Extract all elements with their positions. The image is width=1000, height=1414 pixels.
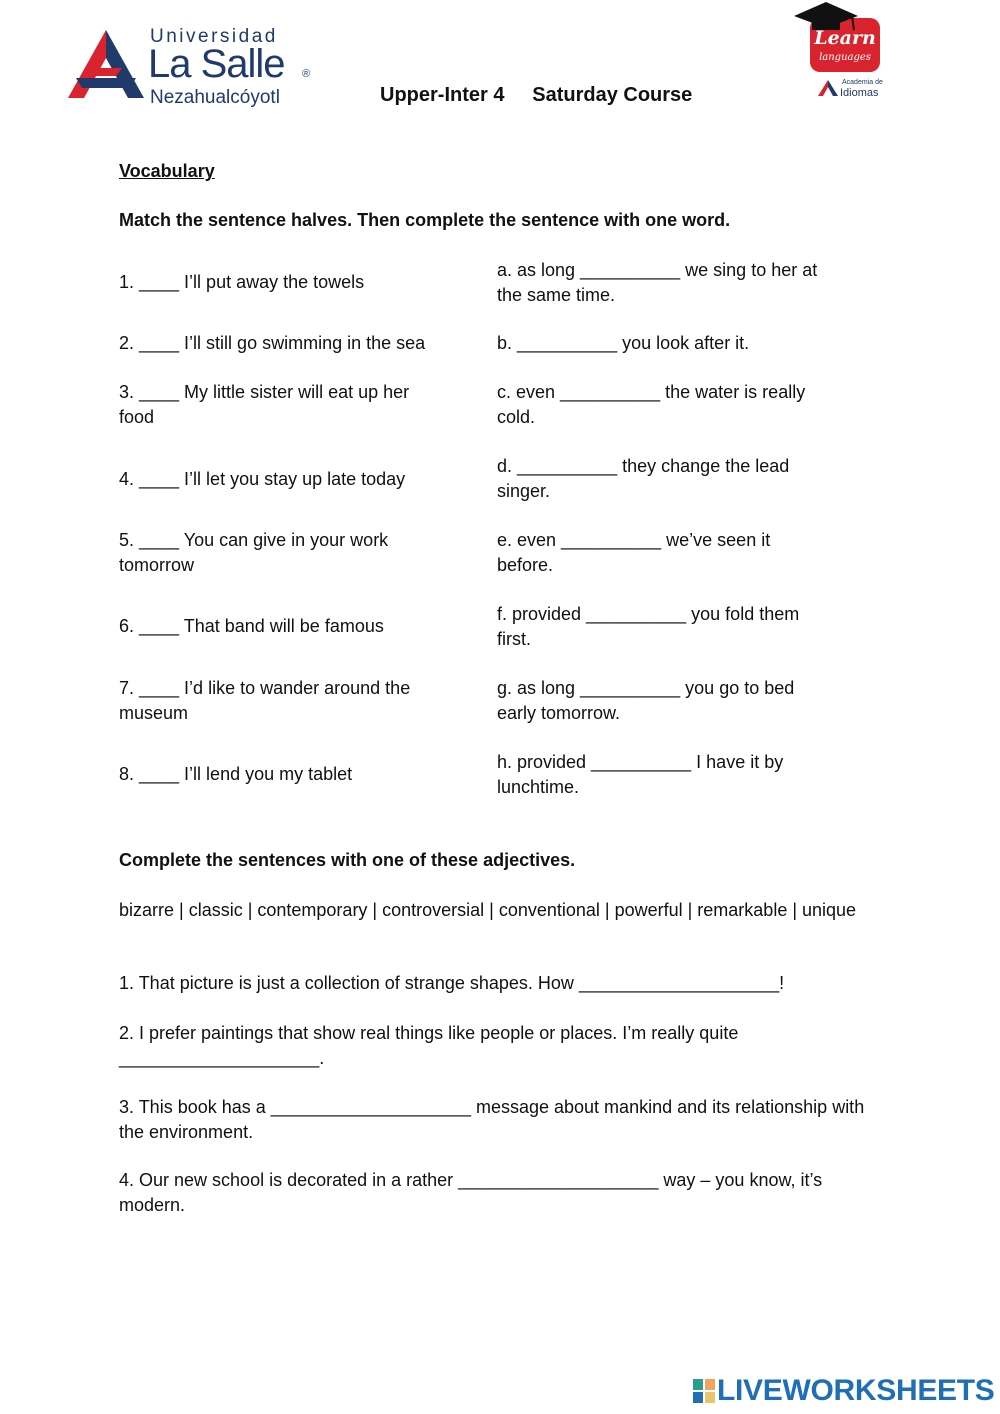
learn-word: Learn bbox=[814, 27, 876, 49]
sentence-item: 4. Our new school is decorated in a rather ____________________ way – you know, it’s modern. bbox=[119, 1170, 823, 1215]
match-right-item: b. __________ you look after it. bbox=[497, 333, 750, 353]
match-left-item: 3. ____ My little sister will eat up her food bbox=[119, 382, 410, 427]
sentence-item: 1. That picture is just a collection of strange shapes. How ____________________! bbox=[119, 973, 785, 993]
academy-big: Idiomas bbox=[840, 87, 879, 99]
exercise1-instruction: Match the sentence halves. Then complete the sentence with one word. bbox=[119, 210, 731, 230]
match-left-item: 4. ____ I’ll let you stay up late today bbox=[119, 469, 406, 489]
word-bank: bizarre | classic | contemporary | controversial | conventional | powerful | remarkable | unique bbox=[119, 900, 857, 920]
match-right-item: c. even __________ the water is really cold. bbox=[497, 382, 806, 427]
exercise2-instruction: Complete the sentences with one of these adjectives. bbox=[119, 850, 576, 870]
lasalle-emblem-icon bbox=[66, 28, 146, 100]
match-right-item: e. even __________ we’ve seen it before. bbox=[497, 530, 771, 575]
match-right-item: h. provided __________ I have it by lunchtime. bbox=[497, 752, 784, 797]
course-title: Upper-Inter 4 Saturday Course bbox=[380, 84, 693, 106]
liveworksheets-icon bbox=[693, 1379, 715, 1403]
match-left-item: 8. ____ I’ll lend you my tablet bbox=[119, 764, 353, 784]
match-right-item: d. __________ they change the lead singer. bbox=[497, 456, 790, 501]
campus-name: Nezahualcóyotl bbox=[150, 87, 280, 108]
learn-languages-logo bbox=[790, 0, 890, 108]
academy-emblem-icon bbox=[818, 80, 838, 96]
academy-small: Academia de bbox=[842, 79, 883, 86]
registered-mark: ® bbox=[302, 68, 311, 80]
match-left-item: 5. ____ You can give in your work tomorrow bbox=[119, 530, 389, 575]
university-line: Universidad bbox=[150, 26, 278, 47]
match-left-item: 6. ____ That band will be famous bbox=[119, 616, 384, 636]
lasalle-logo bbox=[66, 24, 316, 109]
learn-sub: languages bbox=[819, 52, 871, 63]
section-title: Vocabulary bbox=[119, 161, 215, 181]
match-left-item: 2. ____ I’ll still go swimming in the sea bbox=[119, 333, 426, 353]
match-left-item: 7. ____ I’d like to wander around the museum bbox=[119, 678, 411, 723]
sentence-item: 3. This book has a ____________________ message about mankind and its relationship with the environment. bbox=[119, 1097, 865, 1142]
match-right-item: a. as long __________ we sing to her at the same time. bbox=[497, 260, 818, 305]
match-right-item: f. provided __________ you fold them first. bbox=[497, 604, 800, 649]
match-left-item: 1. ____ I’ll put away the towels bbox=[119, 272, 365, 292]
footer-brand: LIVEWORKSHEETS bbox=[717, 1374, 995, 1407]
sentence-item: 2. I prefer paintings that show real things like people or places. I’m really quite ____________________. bbox=[119, 1023, 739, 1068]
match-right-item: g. as long __________ you go to bed early tomorrow. bbox=[497, 678, 795, 723]
liveworksheets-logo bbox=[693, 1374, 993, 1408]
university-name: La Salle bbox=[148, 42, 285, 86]
